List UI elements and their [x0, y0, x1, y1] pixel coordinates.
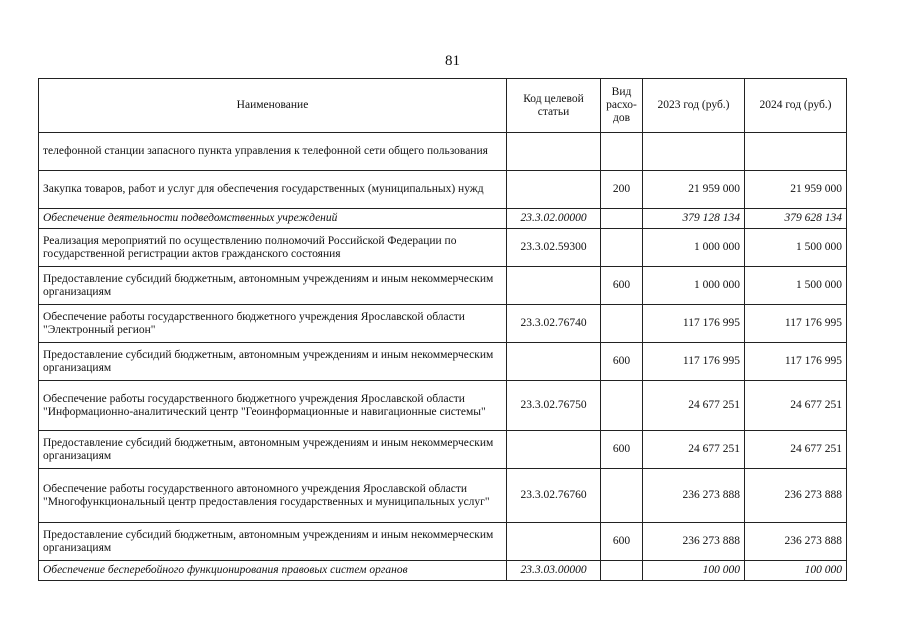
- cell-code: [507, 133, 601, 171]
- page-number: 81: [445, 53, 460, 69]
- cell-2023: 236 273 888: [643, 523, 745, 561]
- cell-vid: 600: [601, 523, 643, 561]
- cell-2023: 1 000 000: [643, 229, 745, 267]
- cell-2024: 1 500 000: [745, 229, 847, 267]
- cell-2024: [745, 133, 847, 171]
- cell-code: 23.3.03.00000: [507, 561, 601, 581]
- cell-name: Обеспечение работы государственного бюджетного учреждения Ярославской области "Информационно-аналитический центр "Геоинформационные и навигационные системы": [39, 381, 507, 431]
- cell-vid: 600: [601, 431, 643, 469]
- cell-2023: 379 128 134: [643, 209, 745, 229]
- table-row: [39, 209, 847, 229]
- table-row: [39, 343, 847, 381]
- cell-2023: 24 677 251: [643, 431, 745, 469]
- cell-code: [507, 171, 601, 209]
- cell-2024: 21 959 000: [745, 171, 847, 209]
- table-row: [39, 561, 847, 581]
- budget-table: [38, 78, 847, 581]
- cell-code: 23.3.02.76750: [507, 381, 601, 431]
- cell-2024: 379 628 134: [745, 209, 847, 229]
- cell-vid: [601, 381, 643, 431]
- cell-2023: 1 000 000: [643, 267, 745, 305]
- cell-2024: 1 500 000: [745, 267, 847, 305]
- cell-code: [507, 431, 601, 469]
- cell-2024: 117 176 995: [745, 305, 847, 343]
- table-header-row: [39, 79, 847, 133]
- cell-vid: [601, 469, 643, 523]
- cell-2024: 100 000: [745, 561, 847, 581]
- cell-2023: 117 176 995: [643, 305, 745, 343]
- cell-2024: 24 677 251: [745, 381, 847, 431]
- header-2024: 2024 год (руб.): [745, 79, 847, 133]
- cell-name: Предоставление субсидий бюджетным, автономным учреждениям и иным некоммерческим организациям: [39, 267, 507, 305]
- cell-name: Предоставление субсидий бюджетным, автономным учреждениям и иным некоммерческим организациям: [39, 431, 507, 469]
- table-row: [39, 133, 847, 171]
- cell-vid: [601, 133, 643, 171]
- cell-vid: [601, 561, 643, 581]
- header-name: Наименование: [39, 79, 507, 133]
- table-row: [39, 171, 847, 209]
- cell-2024: 117 176 995: [745, 343, 847, 381]
- cell-vid: 600: [601, 267, 643, 305]
- table-row: [39, 431, 847, 469]
- cell-code: 23.3.02.76740: [507, 305, 601, 343]
- cell-name: Реализация мероприятий по осуществлению полномочий Российской Федерации по государственной регистрации актов гражданского состояния: [39, 229, 507, 267]
- cell-2024: 236 273 888: [745, 523, 847, 561]
- cell-vid: 200: [601, 171, 643, 209]
- cell-code: [507, 343, 601, 381]
- cell-vid: [601, 305, 643, 343]
- header-vid: Вид расхо-дов: [601, 79, 643, 133]
- cell-vid: 600: [601, 343, 643, 381]
- cell-code: 23.3.02.00000: [507, 209, 601, 229]
- cell-name: Закупка товаров, работ и услуг для обеспечения государственных (муниципальных) нужд: [39, 171, 507, 209]
- cell-2024: 236 273 888: [745, 469, 847, 523]
- header-2023: 2023 год (руб.): [643, 79, 745, 133]
- cell-2023: 100 000: [643, 561, 745, 581]
- cell-name: Предоставление субсидий бюджетным, автономным учреждениям и иным некоммерческим организациям: [39, 343, 507, 381]
- cell-2023: 21 959 000: [643, 171, 745, 209]
- table-row: [39, 469, 847, 523]
- table-row: [39, 381, 847, 431]
- cell-2023: [643, 133, 745, 171]
- table-row: [39, 305, 847, 343]
- cell-name: телефонной станции запасного пункта управления к телефонной сети общего пользования: [39, 133, 507, 171]
- table-row: [39, 267, 847, 305]
- cell-name: Предоставление субсидий бюджетным, автономным учреждениям и иным некоммерческим организациям: [39, 523, 507, 561]
- cell-code: [507, 267, 601, 305]
- cell-2023: 24 677 251: [643, 381, 745, 431]
- table-body: [39, 133, 847, 581]
- cell-name: Обеспечение работы государственного бюджетного учреждения Ярославской области "Электронный регион": [39, 305, 507, 343]
- cell-code: 23.3.02.76760: [507, 469, 601, 523]
- cell-vid: [601, 229, 643, 267]
- cell-code: 23.3.02.59300: [507, 229, 601, 267]
- cell-code: [507, 523, 601, 561]
- cell-vid: [601, 209, 643, 229]
- header-code: Код целевой статьи: [507, 79, 601, 133]
- cell-2024: 24 677 251: [745, 431, 847, 469]
- cell-name: Обеспечение работы государственного автономного учреждения Ярославской области "Многофункциональный центр предоставления государственных и муниципальных услуг": [39, 469, 507, 523]
- cell-name: Обеспечение бесперебойного функционирования правовых систем органов: [39, 561, 507, 581]
- cell-name: Обеспечение деятельности подведомственных учреждений: [39, 209, 507, 229]
- cell-2023: 117 176 995: [643, 343, 745, 381]
- table-row: [39, 229, 847, 267]
- cell-2023: 236 273 888: [643, 469, 745, 523]
- table-row: [39, 523, 847, 561]
